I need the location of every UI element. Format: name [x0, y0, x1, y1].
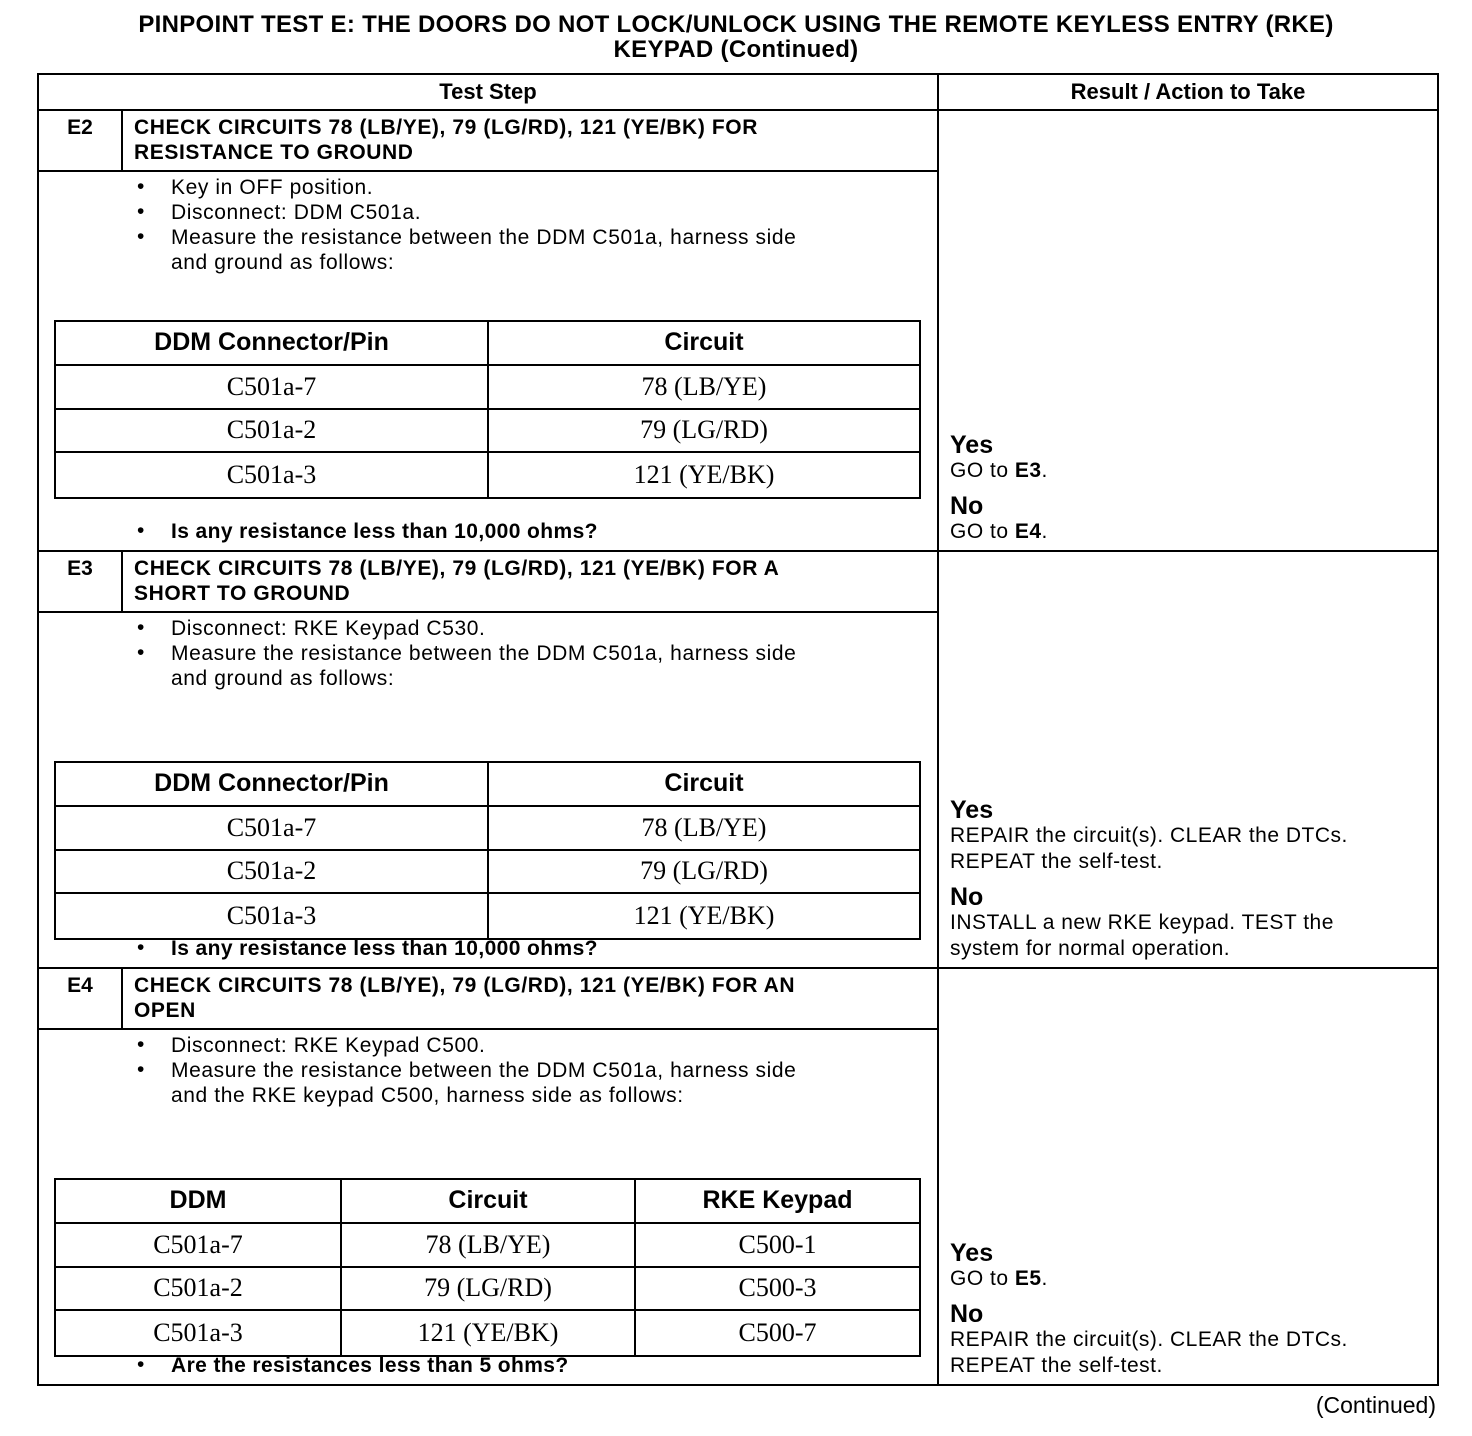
header-result: Result / Action to Take [1070, 79, 1306, 104]
table-header: Circuit [489, 763, 919, 807]
table-cell: C500-3 [636, 1268, 919, 1312]
table-cell: 121 (YE/BK) [633, 460, 775, 490]
question-text: Is any resistance less than 10,000 ohms? [171, 937, 598, 960]
no-action-text: REPAIR the circuit(s). CLEAR the DTCs. [950, 1328, 1348, 1351]
table-cell: C501a-3 [56, 1311, 342, 1355]
step-title-divider [37, 611, 938, 613]
instruction-text: Measure the resistance between the DDM C501a, harness side [171, 1059, 797, 1082]
table-cell: C501a-7 [56, 366, 489, 410]
table-cell: C501a-3 [56, 894, 489, 938]
step-divider [37, 550, 1439, 552]
step-title: RESISTANCE TO GROUND [134, 141, 414, 164]
no-label: No [950, 883, 984, 911]
instruction-text: Disconnect: DDM C501a. [171, 201, 422, 224]
instruction-text: Key in OFF position. [171, 176, 374, 199]
table-cell: C501a-7 [56, 1224, 342, 1268]
table-cell: C501a-2 [56, 851, 489, 895]
table-header: RKE Keypad [636, 1180, 919, 1224]
step-title-divider [37, 1028, 938, 1030]
action-prefix: GO to [950, 520, 1015, 543]
bullet: • [137, 1033, 145, 1056]
yes-label: Yes [950, 431, 994, 459]
step-divider [37, 967, 1439, 969]
table-cell: 78 (LB/YE) [489, 807, 919, 851]
instruction-text: Measure the resistance between the DDM C501a, harness side [171, 642, 797, 665]
table-header: DDM Connector/Pin [56, 763, 489, 807]
step-title-divider [37, 170, 938, 172]
action-suffix: . [1041, 520, 1048, 543]
action-suffix: . [1041, 459, 1048, 482]
bullet: • [137, 1353, 145, 1376]
table-header: DDM [56, 1180, 342, 1224]
table-cell: C500-7 [738, 1318, 817, 1348]
question-text: Are the resistances less than 5 ohms? [171, 1354, 569, 1377]
instruction-text: and ground as follows: [171, 667, 395, 690]
table-header: Circuit [342, 1180, 636, 1224]
no-action-text [950, 519, 1048, 545]
goto-step-link[interactable]: E5 [1014, 1267, 1042, 1290]
continued-label: (Continued) [1315, 1392, 1436, 1418]
table-cell: C501a-7 [56, 807, 489, 851]
action-prefix: GO to [950, 459, 1015, 482]
instruction-text: Measure the resistance between the DDM C501a, harness side [171, 226, 797, 249]
table-cell: 79 (LG/RD) [489, 851, 919, 895]
table-cell: C501a-3 [56, 453, 489, 497]
bullet: • [137, 616, 145, 639]
step-title: CHECK CIRCUITS 78 (LB/YE), 79 (LG/RD), 121 (YE/BK) FOR [134, 116, 758, 139]
instruction-text: and the RKE keypad C500, harness side as follows: [171, 1084, 684, 1107]
yes-action-text [950, 1266, 1048, 1292]
instruction-text: Disconnect: RKE Keypad C500. [171, 1034, 486, 1057]
question-text: Is any resistance less than 10,000 ohms? [171, 520, 598, 543]
step-number: E3 [67, 557, 93, 580]
page-title-line-1: PINPOINT TEST E: THE DOORS DO NOT LOCK/UNLOCK USING THE REMOTE KEYLESS ENTRY (RKE) [138, 11, 1334, 38]
no-action-text: INSTALL a new RKE keypad. TEST the [950, 911, 1334, 934]
header-test-step: Test Step [439, 79, 537, 104]
page-title-line-2: KEYPAD (Continued) [613, 36, 859, 63]
table-cell: 121 (YE/BK) [633, 901, 775, 931]
table-cell: C500-1 [636, 1224, 919, 1268]
step-number: E2 [67, 116, 93, 139]
goto-step-link[interactable]: E4 [1014, 520, 1042, 543]
header-divider [37, 109, 1439, 111]
yes-label: Yes [950, 1239, 994, 1267]
action-suffix: . [1041, 1267, 1048, 1290]
bullet: • [137, 1058, 145, 1081]
column-divider [937, 73, 939, 1386]
no-action-text: system for normal operation. [950, 937, 1231, 960]
measurement-table [54, 1178, 921, 1357]
bullet: • [137, 200, 145, 223]
goto-step-link[interactable]: E3 [1014, 459, 1042, 482]
yes-action-text: REPEAT the self-test. [950, 850, 1163, 873]
instruction-text: and ground as follows: [171, 251, 395, 274]
step-number: E4 [67, 974, 93, 997]
instruction-text: Disconnect: RKE Keypad C530. [171, 617, 486, 640]
step-title: CHECK CIRCUITS 78 (LB/YE), 79 (LG/RD), 121 (YE/BK) FOR A [134, 557, 780, 580]
bullet: • [137, 225, 145, 248]
bullet: • [137, 936, 145, 959]
table-header: DDM Connector/Pin [56, 322, 489, 366]
step-title: OPEN [134, 999, 196, 1022]
bullet: • [137, 519, 145, 542]
bullet: • [137, 641, 145, 664]
table-cell: 78 (LB/YE) [489, 366, 919, 410]
step-title: SHORT TO GROUND [134, 582, 351, 605]
table-cell: 79 (LG/RD) [489, 410, 919, 454]
no-action-text: REPEAT the self-test. [950, 1354, 1163, 1377]
step-title: CHECK CIRCUITS 78 (LB/YE), 79 (LG/RD), 121 (YE/BK) FOR AN [134, 974, 796, 997]
table-cell: 79 (LG/RD) [342, 1268, 636, 1312]
table-cell: 78 (LB/YE) [342, 1224, 636, 1268]
yes-action-text [950, 458, 1048, 484]
table-header: Circuit [489, 322, 919, 366]
no-label: No [950, 1300, 984, 1328]
table-cell: 121 (YE/BK) [342, 1311, 636, 1355]
action-prefix: GO to [950, 1267, 1015, 1290]
yes-action-text: REPAIR the circuit(s). CLEAR the DTCs. [950, 824, 1348, 847]
measurement-table [54, 761, 921, 940]
bullet: • [137, 175, 145, 198]
table-cell: C501a-2 [56, 1268, 342, 1312]
yes-label: Yes [950, 796, 994, 824]
measurement-table [54, 320, 921, 499]
no-label: No [950, 492, 984, 520]
table-cell: C501a-2 [56, 410, 489, 454]
